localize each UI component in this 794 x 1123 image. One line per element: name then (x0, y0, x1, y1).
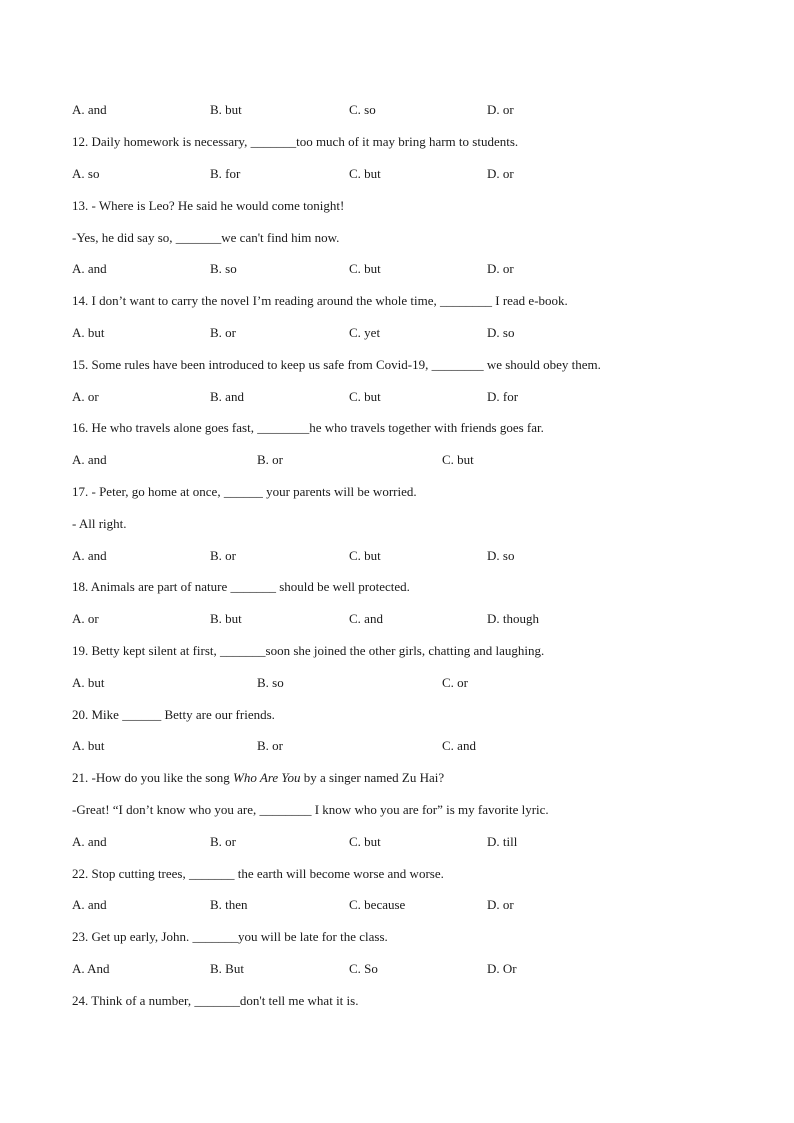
question-text: 22. Stop cutting trees, _______ the earth will become worse and worse. (72, 866, 444, 881)
option-d: D. for (487, 389, 519, 404)
option-b: B. then (210, 897, 248, 912)
option-a: A. but (72, 325, 105, 340)
option-c: C. but (442, 452, 474, 467)
option-c: C. and (349, 611, 383, 626)
option-c: C. or (442, 675, 468, 690)
option-a: A. and (72, 102, 107, 117)
option-b: B. or (257, 738, 283, 753)
question-text: 20. Mike ______ Betty are our friends. (72, 707, 275, 722)
question-text: 16. He who travels alone goes fast, ________he who travels together with friends goes far. (72, 420, 544, 435)
question-text: 24. Think of a number, _______don't tell me what it is. (72, 993, 359, 1008)
option-b: B. but (210, 102, 242, 117)
option-b: B. and (210, 389, 244, 404)
question-text-reply: -Yes, he did say so, _______we can't find him now. (72, 230, 340, 245)
question-text: 23. Get up early, John. _______you will be late for the class. (72, 929, 388, 944)
option-b: B. or (210, 834, 236, 849)
option-a: A. and (72, 452, 107, 467)
option-c: C. because (349, 897, 406, 912)
option-a: A. and (72, 897, 107, 912)
question-text-reply: -Great! “I don’t know who you are, ________ I know who you are for” is my favorite lyric. (72, 802, 549, 817)
option-b: B. or (210, 548, 236, 563)
option-a: A. And (72, 961, 110, 976)
question-text-end: by a singer named Zu Hai? (300, 770, 445, 785)
option-a: A. or (72, 611, 99, 626)
question-text: 13. - Where is Leo? He said he would come tonight! (72, 198, 345, 213)
option-b: B. but (210, 611, 242, 626)
option-d: D. or (487, 166, 514, 181)
option-a: A. but (72, 738, 105, 753)
option-c: C. but (349, 166, 381, 181)
option-c: C. but (349, 389, 381, 404)
option-a: A. and (72, 548, 107, 563)
option-a: A. and (72, 834, 107, 849)
option-b: B. for (210, 166, 241, 181)
question-text (72, 770, 444, 786)
option-d: D. though (487, 611, 539, 626)
option-b: B. so (257, 675, 284, 690)
option-c: C. and (442, 738, 476, 753)
option-a: A. but (72, 675, 105, 690)
option-d: D. or (487, 897, 514, 912)
option-d: D. or (487, 102, 514, 117)
option-d: D. till (487, 834, 518, 849)
question-text-reply: - All right. (72, 516, 127, 531)
song-title: Who Are You (233, 770, 301, 785)
question-text: 19. Betty kept silent at first, _______soon she joined the other girls, chatting and laughing. (72, 643, 545, 658)
option-b: B. or (210, 325, 236, 340)
question-text: 17. - Peter, go home at once, ______ your parents will be worried. (72, 484, 417, 499)
option-c: C. but (349, 548, 381, 563)
question-text: 12. Daily homework is necessary, _______too much of it may bring harm to students. (72, 134, 519, 149)
option-d: D. so (487, 548, 515, 563)
option-b: B. But (210, 961, 244, 976)
option-b: B. so (210, 261, 237, 276)
option-a: A. and (72, 261, 107, 276)
option-d: D. Or (487, 961, 517, 976)
question-text: 14. I don’t want to carry the novel I’m reading around the whole time, ________ I read e-book. (72, 293, 568, 308)
question-text: 15. Some rules have been introduced to keep us safe from Covid-19, ________ we should obey them. (72, 357, 601, 372)
question-text-start: 21. -How do you like the song (72, 770, 234, 785)
option-b: B. or (257, 452, 283, 467)
option-d: D. or (487, 261, 514, 276)
option-a: A. or (72, 389, 99, 404)
option-d: D. so (487, 325, 515, 340)
option-c: C. yet (349, 325, 381, 340)
option-c: C. so (349, 102, 376, 117)
question-text: 18. Animals are part of nature _______ should be well protected. (72, 579, 410, 594)
option-c: C. So (349, 961, 378, 976)
option-a: A. so (72, 166, 100, 181)
option-c: C. but (349, 834, 381, 849)
option-c: C. but (349, 261, 381, 276)
